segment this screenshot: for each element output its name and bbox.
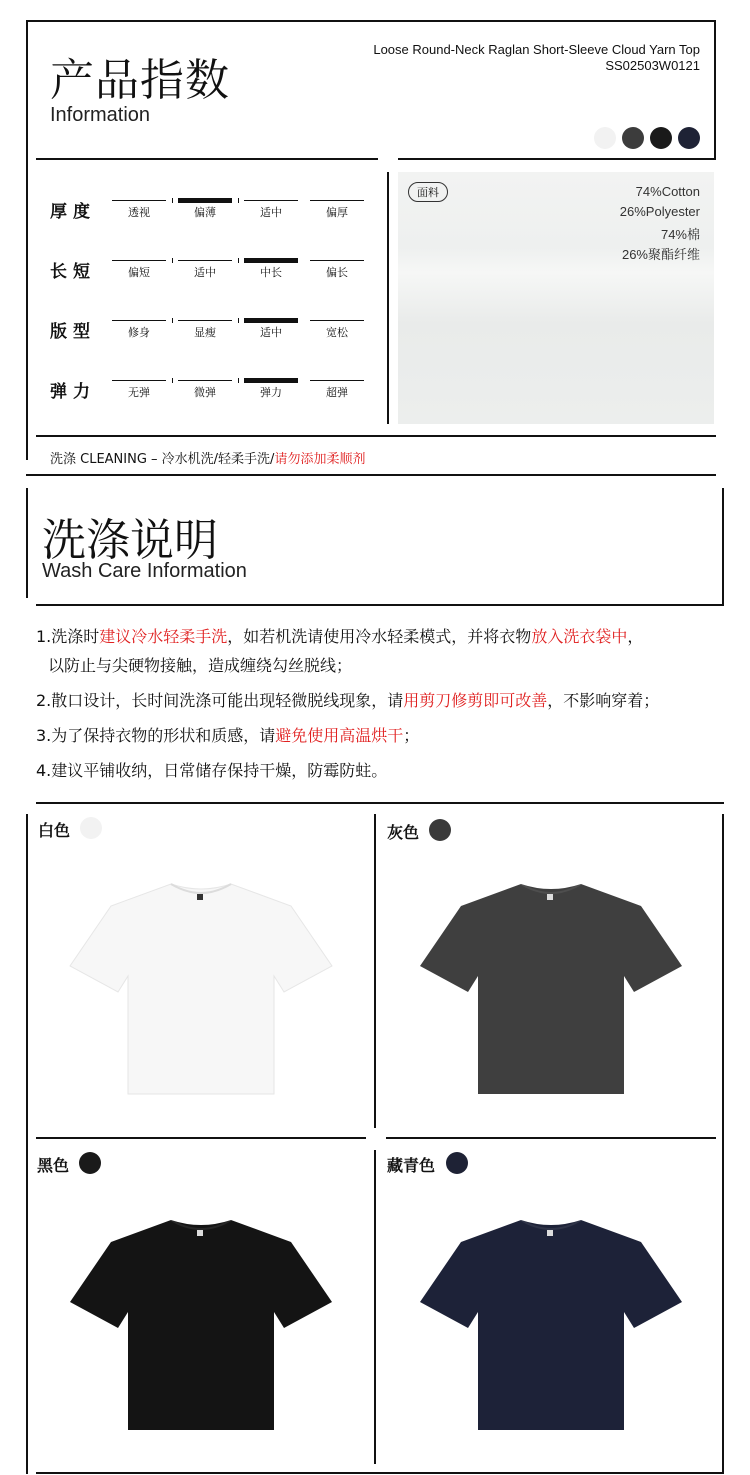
index-row-label: 版型 <box>50 322 96 342</box>
divider <box>36 802 724 804</box>
cleaning-text: 洗涤 CLEANING – 冷水机洗/轻柔手洗/ <box>50 452 275 467</box>
divider <box>26 474 716 476</box>
scale-tick <box>172 198 173 203</box>
wash-title: 洗涤说明 <box>42 515 218 566</box>
scale-option <box>178 260 232 280</box>
color-swatch <box>594 127 616 149</box>
scale-option-label: 偏短 <box>128 266 150 279</box>
scale-option <box>178 200 232 220</box>
cleaning-note <box>50 448 365 467</box>
color-swatch <box>650 127 672 149</box>
scale-option <box>112 260 166 280</box>
divider <box>386 1137 716 1139</box>
tshirt-image <box>66 880 336 1100</box>
color-name: 灰色 <box>387 823 420 842</box>
divider <box>374 814 376 1128</box>
divider <box>36 604 724 606</box>
color-dot <box>429 819 451 841</box>
scale-option-label: 修身 <box>128 326 150 339</box>
scale-option-label: 偏厚 <box>326 206 348 219</box>
scale-option <box>244 380 298 400</box>
wash-item: 3.为了保持衣物的形状和质感，请避免使用高温烘干； <box>36 726 420 745</box>
divider <box>387 172 389 424</box>
color-name: 藏青色 <box>387 1156 436 1175</box>
divider <box>26 20 28 460</box>
scale-option-label: 偏薄 <box>194 206 216 219</box>
fabric-composition: 26%聚酯纤维 <box>621 247 700 262</box>
color-name: 白色 <box>38 821 71 840</box>
scale-option-label: 显瘦 <box>194 326 216 339</box>
fabric-composition: 74%棉 <box>660 227 700 242</box>
fabric-composition: 26%Polyester <box>619 204 700 219</box>
scale-option <box>310 320 364 340</box>
divider <box>36 1472 724 1474</box>
scale-option <box>178 380 232 400</box>
page-title: 产品指数 <box>50 55 230 106</box>
divider <box>722 814 724 1474</box>
color-swatch <box>622 127 644 149</box>
fabric-tag: 面料 <box>408 182 448 202</box>
scale-tick <box>238 318 239 323</box>
divider <box>36 1137 366 1139</box>
page-subtitle: Information <box>50 104 151 126</box>
color-swatch <box>678 127 700 149</box>
scale-option-label: 无弹 <box>128 386 150 399</box>
scale-option-label: 适中 <box>260 326 282 339</box>
divider <box>714 20 716 160</box>
scale-tick <box>238 198 239 203</box>
wash-item: 4.建议平铺收纳，日常储存保持干燥，防霉防蛀。 <box>36 761 388 780</box>
scale-option-label: 弹力 <box>260 386 282 399</box>
index-row-label: 弹力 <box>50 382 96 402</box>
scale-option-label: 微弹 <box>194 386 216 399</box>
divider <box>26 20 716 22</box>
scale-tick <box>172 378 173 383</box>
scale-option-label: 超弹 <box>326 386 348 399</box>
divider <box>36 158 378 160</box>
scale-option <box>244 260 298 280</box>
wash-item: 以防止与尖硬物接触，造成缠绕勾丝脱线； <box>48 656 353 675</box>
scale-option <box>112 380 166 400</box>
scale-tick <box>238 378 239 383</box>
fabric-composition: 74%Cotton <box>635 184 700 199</box>
color-dot <box>80 817 102 839</box>
scale-option <box>310 200 364 220</box>
index-row-label: 长短 <box>50 262 96 282</box>
divider <box>26 814 28 1474</box>
scale-option <box>244 320 298 340</box>
product-code: SS02503W0121 <box>605 58 700 73</box>
scale-option <box>310 260 364 280</box>
color-dot <box>446 1152 468 1174</box>
tshirt-image <box>66 1216 336 1436</box>
wash-subtitle: Wash Care Information <box>42 560 247 582</box>
scale-option <box>178 320 232 340</box>
divider <box>26 488 28 598</box>
tshirt-image <box>416 1216 686 1436</box>
scale-tick <box>172 318 173 323</box>
scale-option-label: 宽松 <box>326 326 348 339</box>
wash-item: 1.洗涤时建议冷水轻柔手洗，如若机洗请使用冷水轻柔模式，并将衣物放入洗衣袋中， <box>36 627 644 646</box>
index-row-label: 厚度 <box>50 202 96 222</box>
scale-option-label: 中长 <box>260 266 282 279</box>
scale-option <box>310 380 364 400</box>
scale-tick <box>238 258 239 263</box>
divider <box>36 435 716 437</box>
fabric-image <box>398 172 714 424</box>
scale-option-label: 适中 <box>260 206 282 219</box>
divider <box>398 158 716 160</box>
cleaning-warning: 请勿添加柔顺剂 <box>274 452 366 467</box>
product-name: Loose Round-Neck Raglan Short-Sleeve Cloud Yarn Top <box>373 42 700 57</box>
scale-option-label: 偏长 <box>326 266 348 279</box>
scale-option <box>244 200 298 220</box>
divider <box>722 488 724 604</box>
tshirt-image <box>416 880 686 1100</box>
divider <box>374 1150 376 1464</box>
scale-option <box>112 320 166 340</box>
wash-item: 2.散口设计，长时间洗涤可能出现轻微脱线现象，请用剪刀修剪即可改善，不影响穿着； <box>36 691 660 710</box>
scale-option-label: 适中 <box>194 266 216 279</box>
scale-tick <box>172 258 173 263</box>
scale-option-label: 透视 <box>128 206 150 219</box>
color-name: 黑色 <box>37 1156 70 1175</box>
color-dot <box>79 1152 101 1174</box>
scale-option <box>112 200 166 220</box>
